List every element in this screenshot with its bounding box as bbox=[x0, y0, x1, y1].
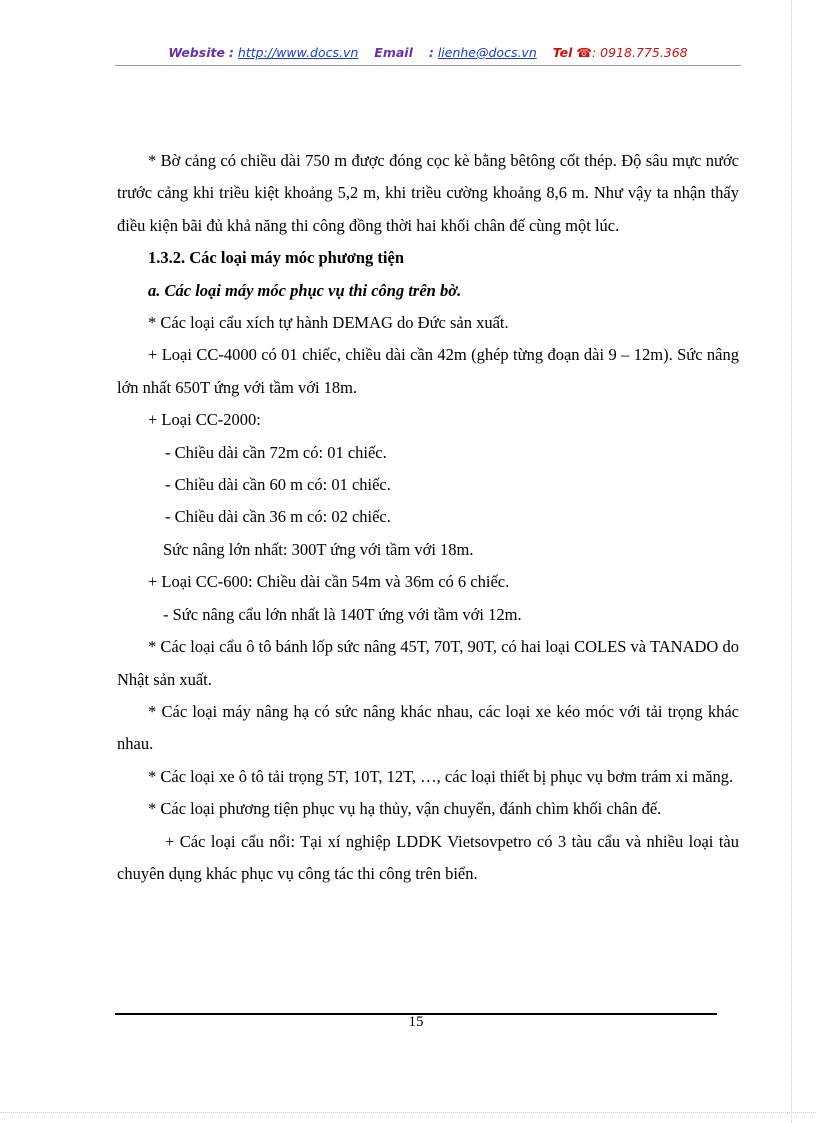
tel-label: Tel bbox=[552, 45, 573, 60]
document-body bbox=[117, 145, 739, 890]
list-item: + Loại CC-4000 có 01 chiếc, chiều dài cần 42m (ghép từng đoạn dài 9 – 12m). Sức nâng lớn nhất 650T ứng với tầm với 18m. bbox=[117, 345, 739, 397]
list-item: * Các loại xe ô tô tải trọng 5T, 10T, 12T, …, các loại thiết bị phục vụ bơm trám xi măng. bbox=[148, 766, 734, 786]
list-item: * Các loại cẩu ô tô bánh lốp sức nâng 45T, 70T, 90T, có hai loại COLES và TANADO do Nhật sản xuất. bbox=[117, 637, 739, 689]
list-item: - Sức nâng cẩu lớn nhất là 140T ứng với tầm với 12m. bbox=[163, 604, 522, 624]
list-item: * Các loại máy nâng hạ có sức nâng khác nhau, các loại xe kéo móc với tải trọng khác nhau. bbox=[117, 701, 739, 754]
list-item: - Chiều dài cần 36 m có: 02 chiếc. bbox=[165, 507, 391, 527]
section-heading: 1.3.2. Các loại máy móc phương tiện bbox=[148, 248, 404, 268]
subsection-heading: a. Các loại máy móc phục vụ thi công trên bờ. bbox=[148, 280, 462, 300]
page-number: 15 bbox=[408, 1014, 424, 1030]
list-item: * Các loại cẩu xích tự hành DEMAG do Đức sản xuất. bbox=[148, 313, 509, 333]
email-link[interactable]: lienhe@docs.vn bbox=[437, 45, 537, 60]
list-item: * Các loại phương tiện phục vụ hạ thủy, vận chuyển, đánh chìm khối chân đế. bbox=[148, 799, 662, 819]
website-label: Website bbox=[168, 45, 225, 60]
list-item: + Các loại cẩu nổi: Tại xí nghiệp LDDK Vietsovpetro có 3 tàu cẩu và nhiều loại tàu chuyên dụng khác phục vụ công tác thi công trên biển. bbox=[117, 831, 739, 883]
list-item: Sức nâng lớn nhất: 300T ứng với tầm với 18m. bbox=[163, 539, 474, 559]
phone-icon: ☎ bbox=[576, 45, 592, 60]
page-header bbox=[115, 45, 741, 66]
list-item: + Loại CC-2000: bbox=[148, 410, 261, 430]
website-link[interactable]: http://www.docs.vn bbox=[237, 45, 359, 60]
email-separator: : bbox=[428, 45, 434, 60]
page-border-bottom bbox=[0, 1112, 816, 1113]
website-separator: : bbox=[228, 45, 234, 60]
list-item: - Chiều dài cần 72m có: 01 chiếc. bbox=[165, 442, 387, 462]
list-item: + Loại CC-600: Chiều dài cần 54m và 36m có 6 chiếc. bbox=[148, 572, 510, 592]
list-item: - Chiều dài cần 60 m có: 01 chiếc. bbox=[165, 475, 391, 495]
phone-number: : 0918.775.368 bbox=[591, 45, 688, 60]
page-border-right bbox=[791, 0, 792, 1123]
email-label: Email bbox=[374, 45, 413, 60]
paragraph-dock: * Bờ cảng có chiều dài 750 m được đóng cọc kè bằng bêtông cốt thép. Độ sâu mực nước trước cảng khi triều kiệt khoảng 5,2 m, khi triều cường khoảng 8,6 m. Như vậy ta nhận thấy điều kiện bãi đủ khả năng thi công đồng thời hai khối chân đế cùng một lúc. bbox=[117, 151, 739, 235]
